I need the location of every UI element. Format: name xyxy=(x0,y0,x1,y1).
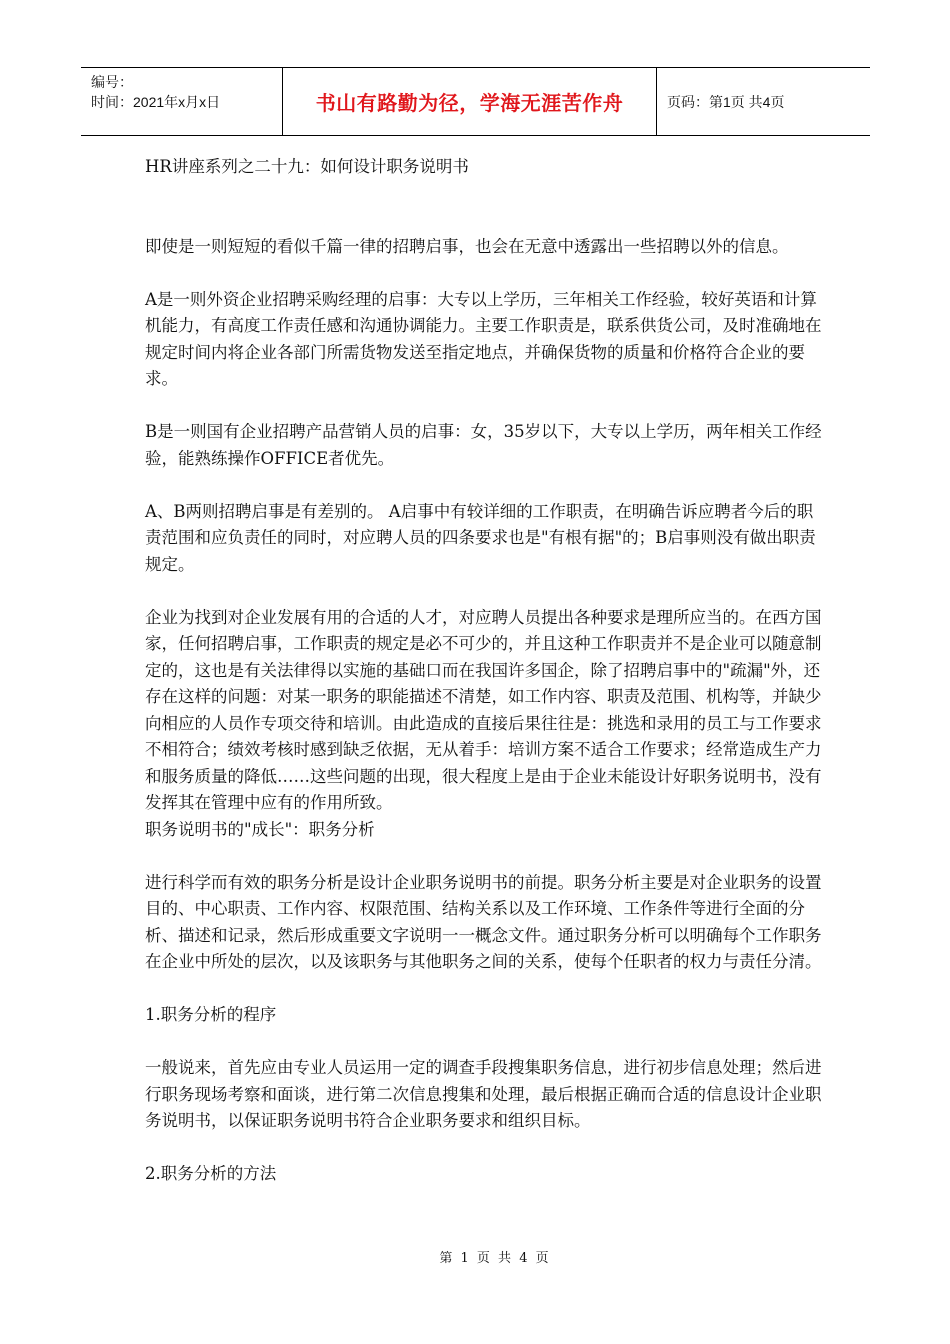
header-motto: 书山有路勤为径，学海无涯苦作舟 xyxy=(315,91,624,115)
header-motto-cell xyxy=(283,68,657,135)
document-number-label: 编号： xyxy=(91,74,133,90)
document-title: HR讲座系列之二十九：如何设计职务说明书 xyxy=(145,157,469,176)
paragraph-ad-b: B是一则国有企业招聘产品营销人员的启事：女，35岁以下，大专以上学历，两年相关工作经验，能熟练操作OFFICE者优先。 xyxy=(145,422,822,468)
page-footer: 第 1 页 共 4 页 xyxy=(439,1251,551,1266)
page-header xyxy=(81,67,870,136)
paragraph-problems: 企业为找到对企业发展有用的合适的人才，对应聘人员提出各种要求是理所应当的。在西方国家，任何招聘启事，工作职责的规定是必不可少的，并且这种工作职责并不是企业可以随意制定的，这也是有关法律得以实施的基础口而在我国许多国企，除了招聘启事中的"疏漏"外，还存在这样的问题：对某一职务的职能描述不清楚，如工作内容、职责及范围、机构等，并缺少向相应的人员作专项交待和培训。由此造成的直接后果往往是：挑选和录用的员工与工作要求不相符合；绩效考核时感到缺乏依据，无从着手：培训方案不适合工作要求；经常造成生产力和服务质量的降低……这些问题的出现，很大程度上是由于企业未能设计好职务说明书，没有发挥其在管理中应有的作用所致。 xyxy=(145,607,822,812)
paragraph-job-analysis: 进行科学而有效的职务分析是设计企业职务说明书的前提。职务分析主要是对企业职务的设置目的、中心职责、工作内容、权限范围、结构关系以及工作环境、工作条件等进行全面的分析、描述和记录，然后形成重要文字说明一一概念文件。通过职务分析可以明确每个工作职务在企业中所处的层次，以及该职务与其他职务之间的关系，使每个任职者的权力与责任分清。 xyxy=(145,872,822,971)
subheading-method: 2.职务分析的方法 xyxy=(145,1164,277,1183)
paragraph-ad-a: A是一则外资企业招聘采购经理的启事：大专以上学历，三年相关工作经验，较好英语和计算机能力，有高度工作责任感和沟通协调能力。主要工作职责是，联系供货公司，及时准确地在规定时间内将企业各部门所需货物发送至指定地点，并确保货物的质量和价格符合企业的要求。 xyxy=(145,289,822,388)
section-heading-job-analysis: 职务说明书的"成长"：职务分析 xyxy=(145,819,375,839)
paragraph-procedure: 一般说来，首先应由专业人员运用一定的调查手段搜集职务信息，进行初步信息处理；然后进行职务现场考察和面谈，进行第二次信息搜集和处理，最后根据正确而合适的信息设计企业职务说明书，以保证职务说明书符合企业职务要求和组织目标。 xyxy=(145,1058,822,1130)
document-body xyxy=(145,154,827,1188)
header-page-info: 页码：第1页 共4页 xyxy=(667,93,785,110)
header-page-cell xyxy=(657,68,870,135)
header-meta xyxy=(81,68,283,135)
subheading-procedure: 1.职务分析的程序 xyxy=(145,1005,277,1024)
paragraph-intro: 即使是一则短短的看似千篇一律的招聘启事，也会在无意中透露出一些招聘以外的信息。 xyxy=(145,236,789,256)
paragraph-comparison: A、B两则招聘启事是有差别的。 A启事中有较详细的工作职责，在明确告诉应聘者今后的职责范围和应负责任的同时，对应聘人员的四条要求也是"有根有据"的；B启事则没有做出职责规定。 xyxy=(145,501,816,574)
document-date: 时间：2021年x月x日 xyxy=(91,94,221,110)
